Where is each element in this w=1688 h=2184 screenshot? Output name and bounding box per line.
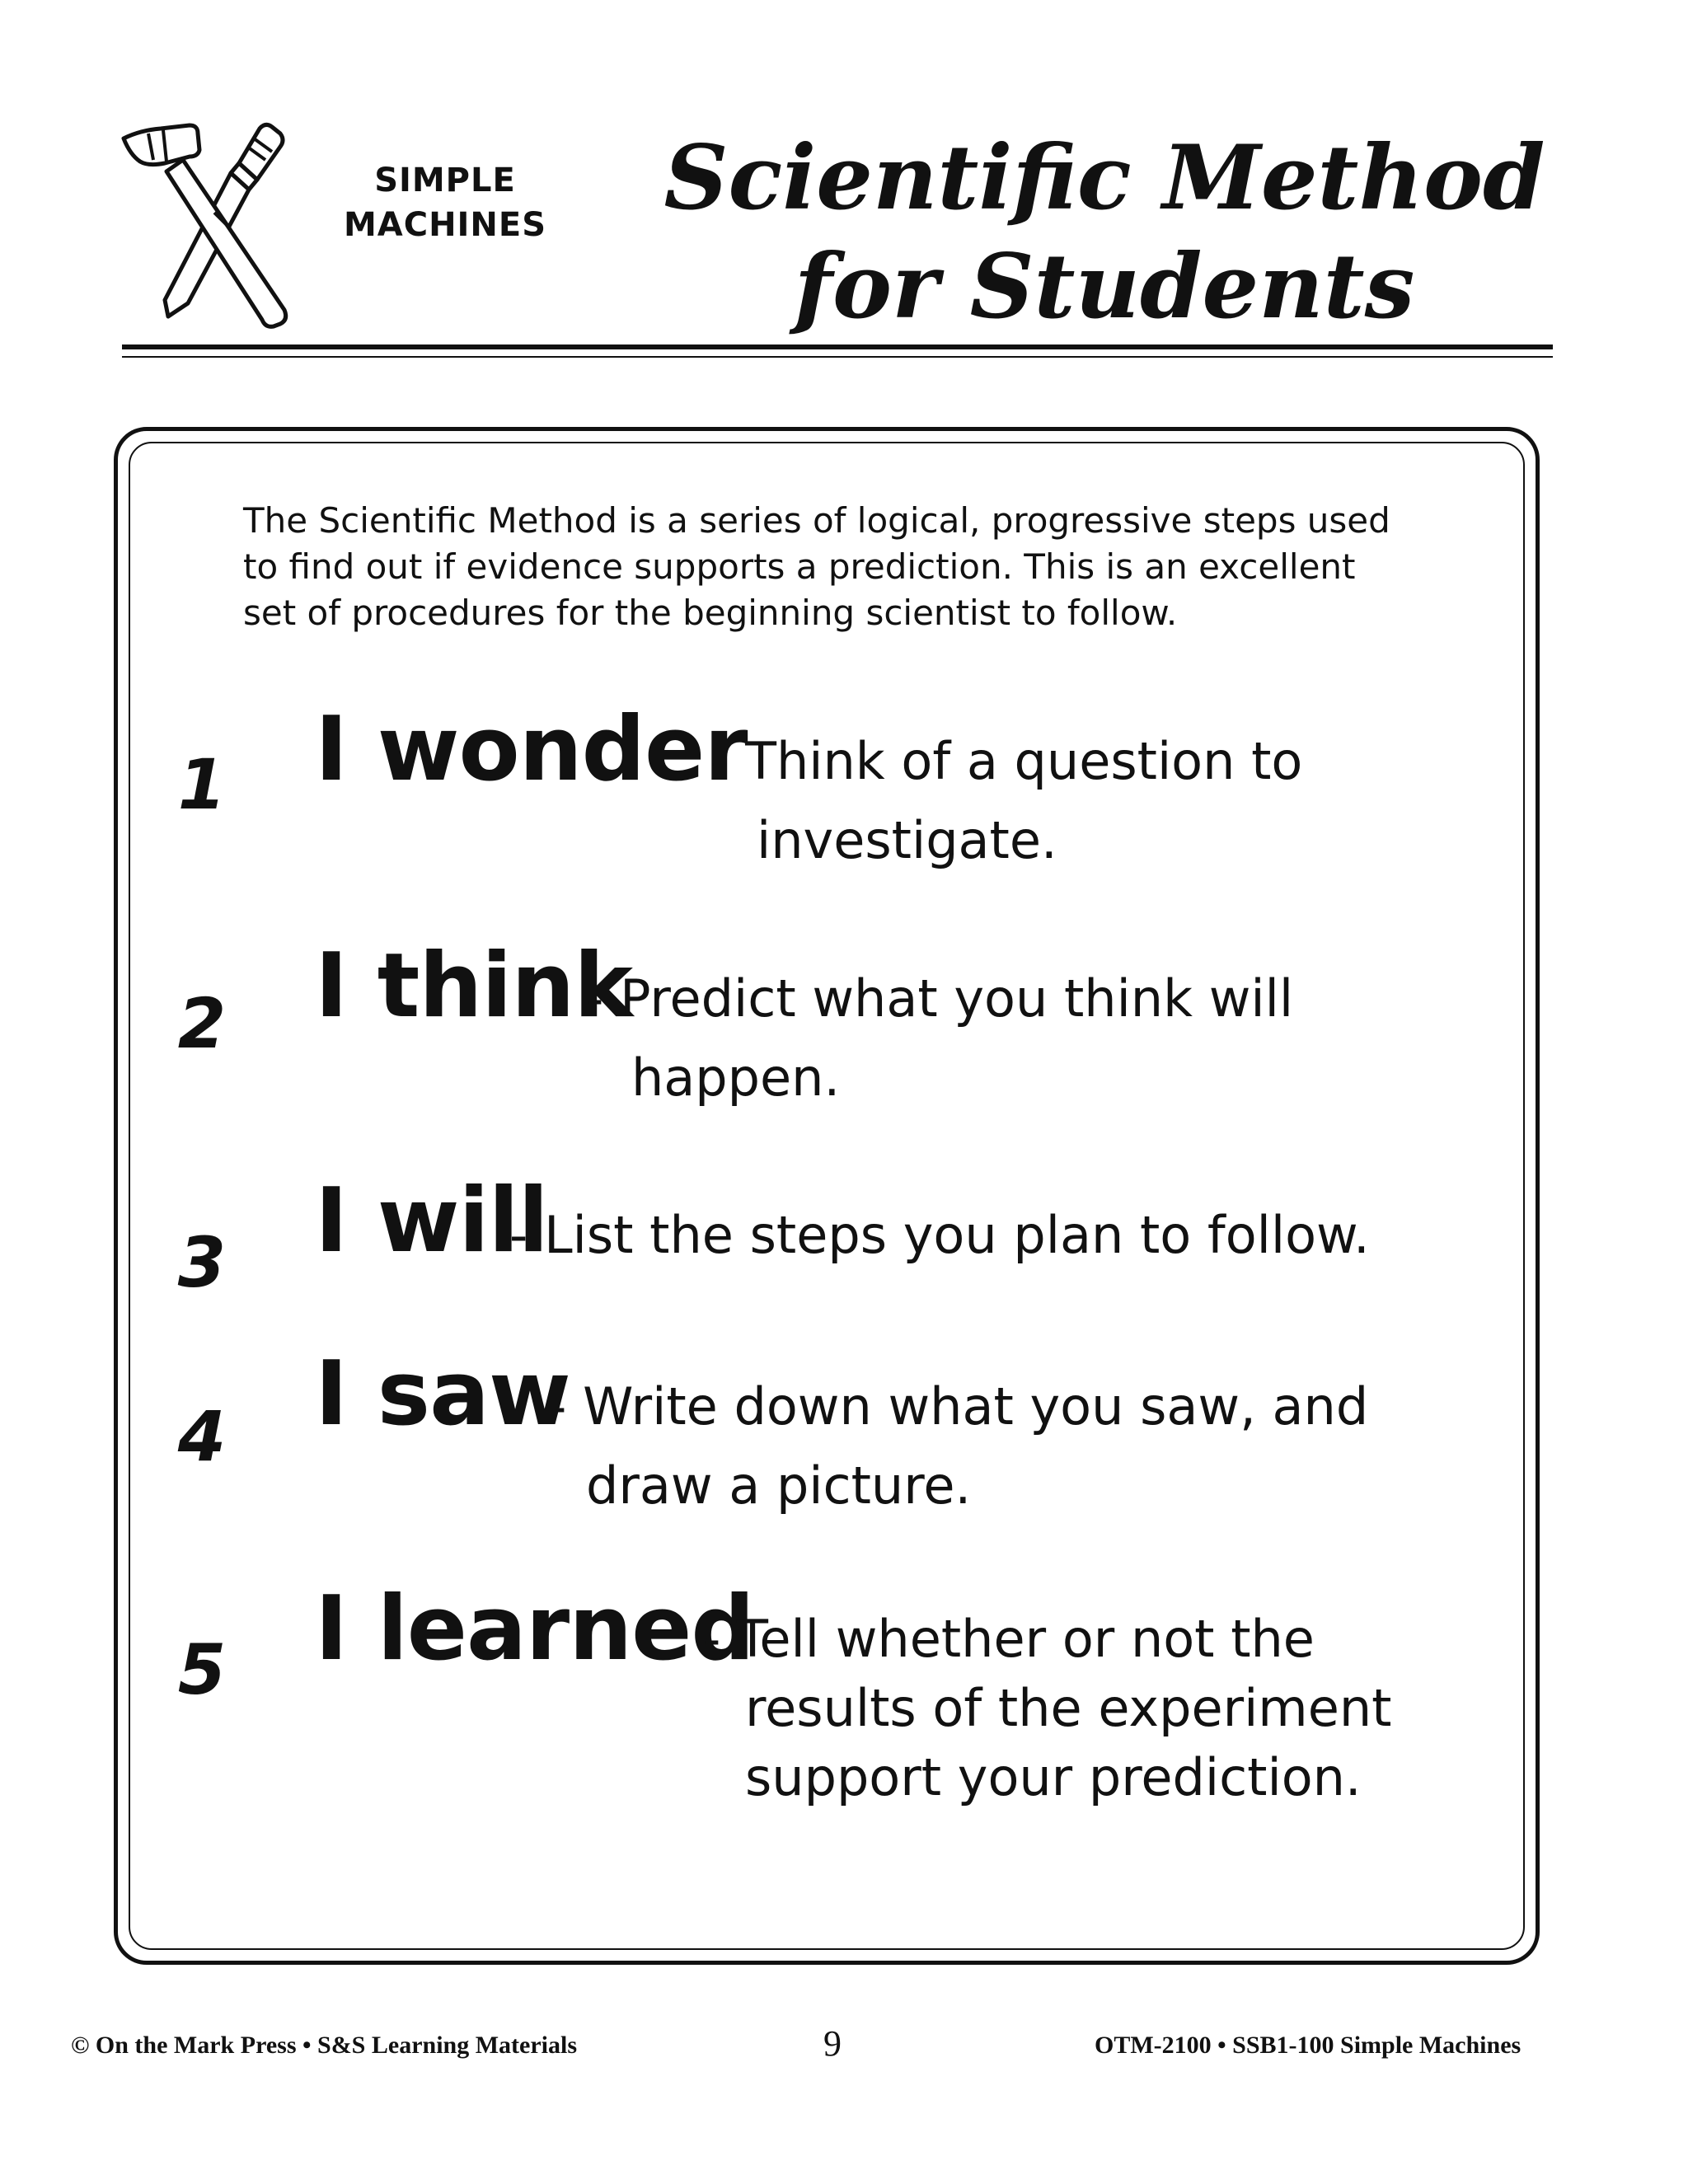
header-rule-thin xyxy=(122,356,1553,358)
step-3-keyword: I will xyxy=(315,1169,548,1272)
intro-line-3: set of procedures for the beginning scientist to follow. xyxy=(243,593,1178,633)
step-2-description xyxy=(585,959,1293,1118)
step-3-number: 3 xyxy=(177,1222,227,1303)
footer-product-code: OTM-2100 • SSB1-100 Simple Machines xyxy=(1095,2032,1522,2059)
step-2-line-2: happen. xyxy=(631,1047,841,1108)
step-1-number: 1 xyxy=(177,744,227,825)
step-1-line-2: investigate. xyxy=(757,810,1057,870)
step-5-description xyxy=(702,1605,1391,1812)
step-2-number: 2 xyxy=(177,983,227,1064)
step-3-line-1: - List the steps you plan to follow. xyxy=(509,1205,1370,1265)
step-4-line-2: draw a picture. xyxy=(586,1455,972,1516)
intro-paragraph xyxy=(243,498,1471,636)
title-line-2: for Students xyxy=(794,235,1415,339)
step-2-line-1: - Predict what you think will xyxy=(585,968,1294,1029)
step-1-description xyxy=(710,722,1302,880)
step-5-line-3: support your prediction. xyxy=(745,1747,1362,1807)
step-4-keyword: I saw xyxy=(315,1343,570,1446)
step-1-keyword: I wonder xyxy=(315,698,748,801)
step-2-keyword: I think xyxy=(315,935,633,1038)
header-rule-thick xyxy=(122,344,1553,349)
page-title xyxy=(593,124,1615,341)
intro-line-2: to find out if evidence supports a prediction. This is an excellent xyxy=(243,546,1356,587)
page-number: 9 xyxy=(823,2023,842,2064)
step-5-line-1: - Tell whether or not the xyxy=(702,1609,1315,1669)
step-1-line-1: - Think of a question to xyxy=(710,731,1303,791)
series-line-2: MACHINES xyxy=(343,206,547,244)
hammer-and-chisel-icon xyxy=(115,114,313,340)
step-4-line-1: - Write down what you saw, and xyxy=(548,1376,1369,1436)
title-line-1: Scientific Method xyxy=(663,126,1545,230)
intro-line-1: The Scientific Method is a series of logical, progressive steps used xyxy=(243,500,1390,541)
step-5-keyword: I learned xyxy=(315,1577,754,1680)
series-label xyxy=(321,158,569,247)
step-5-number: 5 xyxy=(177,1629,227,1710)
series-line-1: SIMPLE xyxy=(374,162,516,199)
step-5-line-2: results of the experiment xyxy=(745,1678,1392,1738)
step-4-description xyxy=(548,1367,1368,1526)
footer-publisher: © On the Mark Press • S&S Learning Materials xyxy=(71,2032,577,2059)
step-4-number: 4 xyxy=(177,1396,227,1477)
step-3-description xyxy=(509,1196,1370,1275)
